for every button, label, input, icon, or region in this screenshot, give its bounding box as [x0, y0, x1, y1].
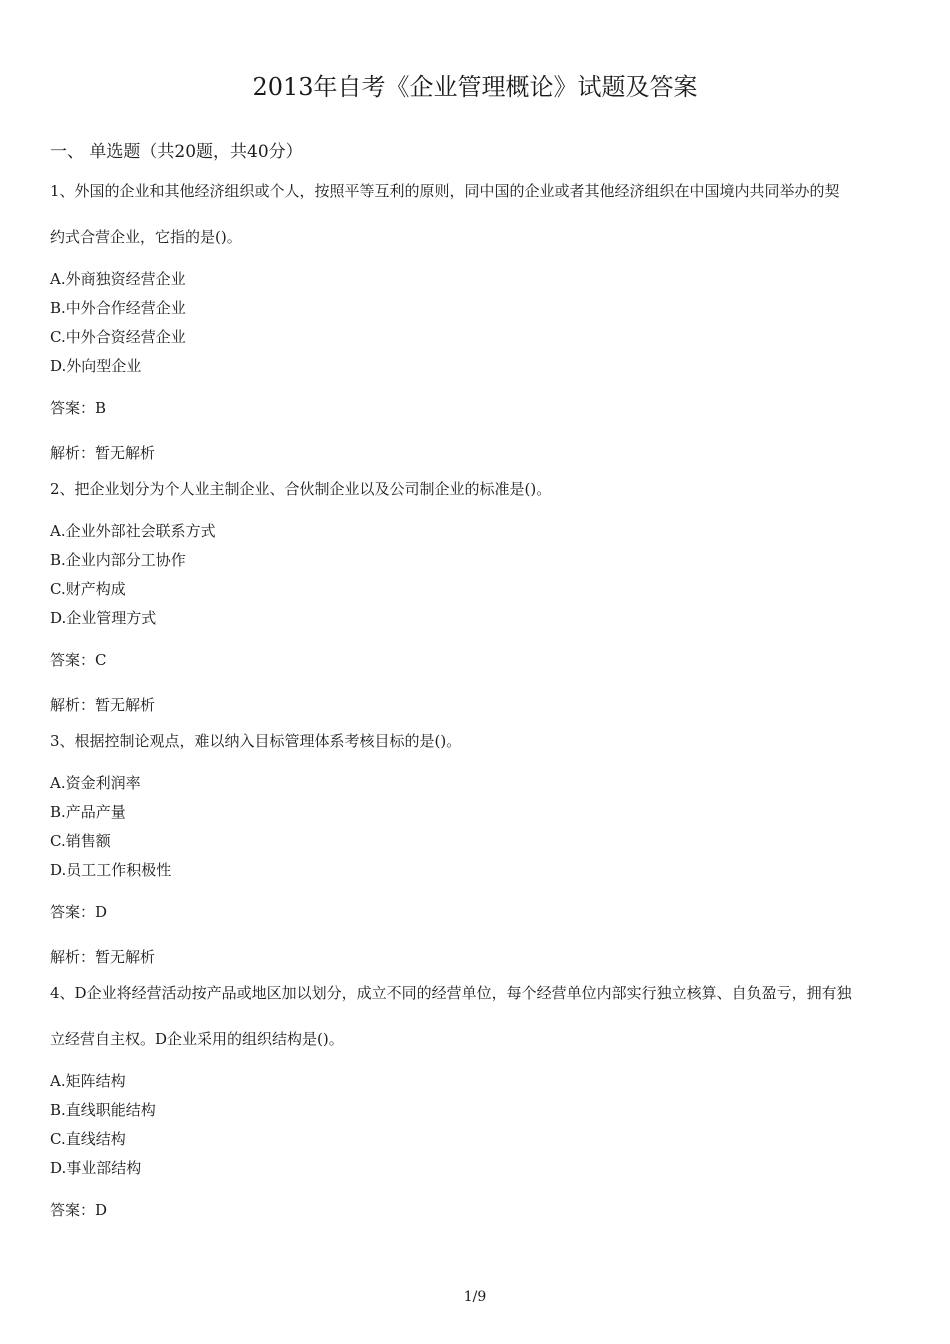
- option-c: C.直线结构: [50, 1130, 126, 1148]
- option-c: C.财产构成: [50, 580, 126, 598]
- answer: 答案：D: [50, 903, 108, 921]
- question-3: [50, 718, 910, 968]
- option-c: C.中外合资经营企业: [50, 328, 186, 346]
- question-stem-continued: 约式合营企业，它指的是()。: [50, 228, 242, 246]
- question-2: [50, 466, 910, 716]
- option-b: B.直线职能结构: [50, 1101, 156, 1119]
- option-d: D.事业部结构: [50, 1159, 142, 1177]
- option-b: B.中外合作经营企业: [50, 299, 186, 317]
- analysis: 解析：暂无解析: [50, 696, 156, 714]
- option-b: B.企业内部分工协作: [50, 551, 186, 569]
- option-a: A.矩阵结构: [50, 1072, 126, 1090]
- option-c: C.销售额: [50, 832, 111, 850]
- options-list: [50, 517, 910, 633]
- option-a: A.企业外部社会联系方式: [50, 522, 216, 540]
- option-d: D.员工工作积极性: [50, 861, 172, 879]
- answer: 答案：B: [50, 399, 107, 417]
- analysis: 解析：暂无解析: [50, 948, 156, 966]
- option-d: D.外向型企业: [50, 357, 142, 375]
- question-stem: 1、外国的企业和其他经济组织或个人，按照平等互利的原则，同中国的企业或者其他经济组织在中国境内共同举办的契: [50, 182, 840, 200]
- option-a: A.外商独资经营企业: [50, 270, 186, 288]
- section-heading: 一、 单选题（共20题，共40分）: [50, 142, 303, 162]
- answer: 答案：D: [50, 1201, 108, 1219]
- page-number: 1/9: [463, 1289, 487, 1305]
- options-list: [50, 769, 910, 885]
- question-stem: 3、根据控制论观点，难以纳入目标管理体系考核目标的是()。: [50, 732, 462, 750]
- answer: 答案：C: [50, 651, 107, 669]
- question-stem: 2、把企业划分为个人业主制企业、合伙制企业以及公司制企业的标准是()。: [50, 480, 552, 498]
- option-a: A.资金利润率: [50, 774, 141, 792]
- document-title: 2013年自考《企业管理概论》试题及答案: [252, 73, 698, 101]
- question-4: [50, 970, 910, 1221]
- options-list: [50, 265, 910, 381]
- analysis: 解析：暂无解析: [50, 444, 156, 462]
- option-d: D.企业管理方式: [50, 609, 157, 627]
- option-b: B.产品产量: [50, 803, 126, 821]
- question-stem-continued: 立经营自主权。D企业采用的组织结构是()。: [50, 1030, 344, 1048]
- options-list: [50, 1067, 910, 1183]
- question-1: [50, 168, 910, 464]
- question-stem: 4、D企业将经营活动按产品或地区加以划分，成立不同的经营单位，每个经营单位内部实行独立核算、自负盈亏，拥有独: [50, 984, 852, 1002]
